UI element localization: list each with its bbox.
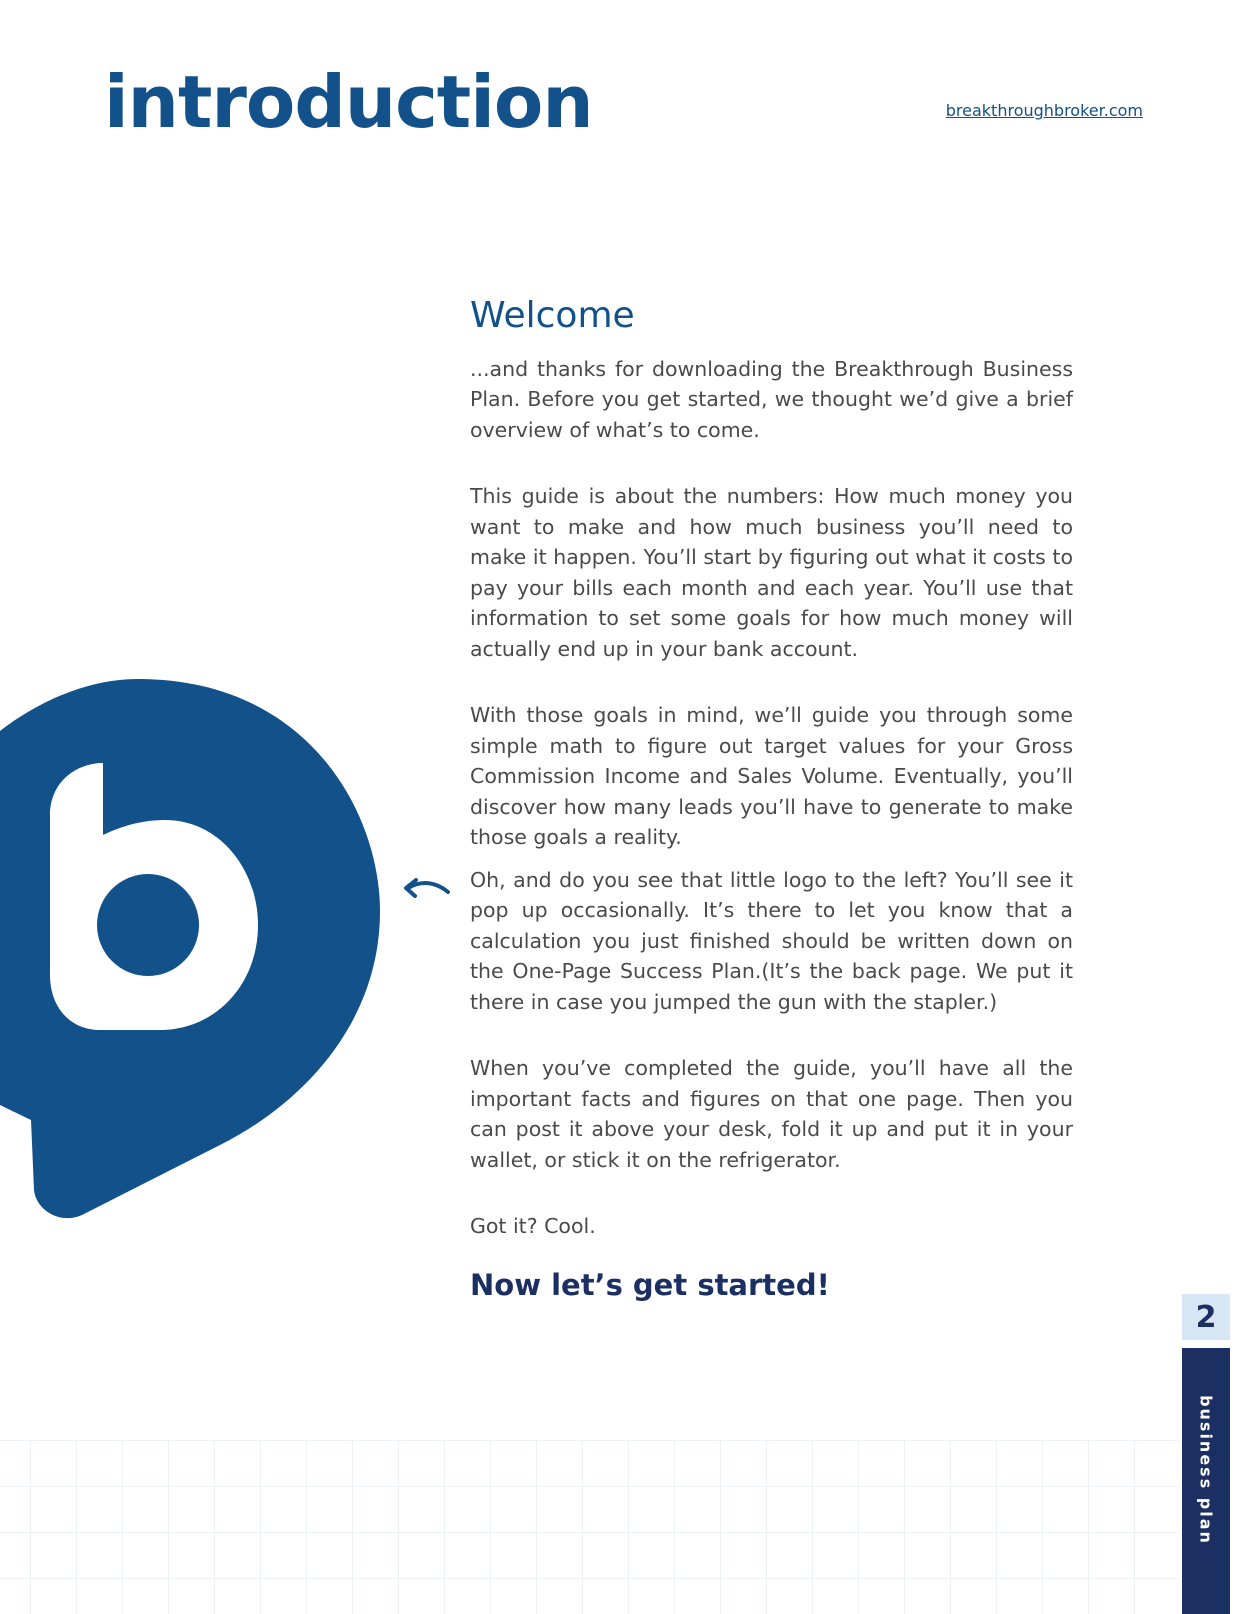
page-number: 2 — [1182, 1294, 1230, 1340]
completion-paragraph: When you’ve completed the guide, you’ll have all the important facts and figures on that one page. Then you can post it above your desk, fold it up and put it in your wallet, or stick it on the refrigerator. — [470, 1056, 1073, 1172]
section-label: business plan — [1196, 1395, 1216, 1545]
logo-paragraph: Oh, and do you see that little logo to the left? You’ll see it pop up occasionally. It’s there to let you know that a calculation you just finished should be written down on the One-Page Success Plan.(It’s the back page. We put it there in case you jumped the gun with the stapler.) — [470, 867, 1073, 1014]
welcome-heading: Welcome — [470, 295, 635, 336]
website-link[interactable]: breakthroughbroker.com — [945, 101, 1143, 120]
goals-paragraph: With those goals in mind, we’ll guide you through some simple math to figure out target values for your Gross Commission Income and Sales Volume. Eventually, you’ll discover how many leads you’ll have to generate to make those goals a reality. — [470, 703, 1073, 850]
logo-b-icon — [0, 675, 380, 1235]
cta-heading: Now let’s get started! — [470, 1267, 830, 1302]
got-it-paragraph: Got it? Cool. — [470, 1214, 596, 1239]
guide-paragraph: This guide is about the numbers: How much money you want to make and how much business you’ll need to make it happen. You’ll start by figuring out what it costs to pay your bills each month and each year. You’ll use that information to set some goals for how much money will actually end up in your bank account. — [470, 484, 1073, 661]
intro-paragraph: ...and thanks for downloading the Breakthrough Business Plan. Before you get started, we thought we’d give a brief overview of what’s to come. — [470, 356, 1073, 442]
grid-decoration — [0, 1440, 1180, 1614]
intro-content — [470, 296, 1073, 1302]
page-title: introduction — [104, 60, 593, 144]
arrow-left-icon — [400, 876, 452, 904]
